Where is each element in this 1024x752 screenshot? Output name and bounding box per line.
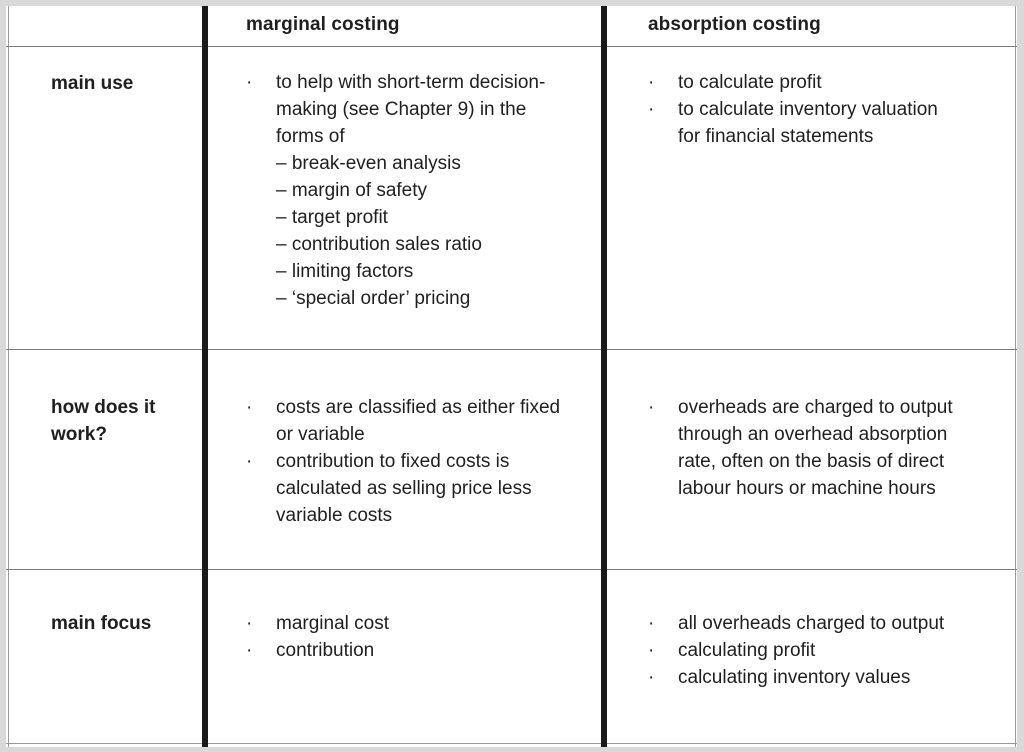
cell-main-use-marginal [246,69,546,312]
bullet-glyph: · [648,72,655,93]
header-row-divider [6,46,1017,47]
sub-list-item: – ‘special order’ pricing [276,288,471,309]
list-item [246,448,566,529]
sub-list-item: – contribution sales ratio [276,234,482,255]
list-item-text: contribution to fixed costs is calculated as selling price less variable costs [276,451,532,526]
list-item [246,637,546,664]
bullet-glyph: · [246,451,253,472]
row-divider-3 [6,743,1017,744]
sub-list-item: – target profit [276,207,388,228]
bullet-glyph: · [648,613,655,634]
bullet-glyph: · [648,397,655,418]
list-item-text: calculating inventory values [678,667,911,688]
list-item-text: marginal cost [276,613,389,634]
cell-main-use-absorption [648,69,948,150]
list-item-text: overheads are charged to output through an overhead absorption rate, often on the basis of direct labour hours or machine hours [678,397,953,499]
cell-how-it-works-absorption [648,394,978,502]
bullet-glyph: · [648,667,655,688]
bullet-glyph: · [246,397,253,418]
list-item-text: to help with short-term decision-making (see Chapter 9) in the forms of [276,72,546,147]
list-item [246,69,546,150]
list-item [648,664,978,691]
row-divider-1 [6,349,1017,350]
list-item-text: to calculate profit [678,72,822,93]
list-item [648,637,978,664]
table-inner-border-left [8,6,9,747]
row-label-main-use: main use [51,73,134,94]
column-header-marginal-costing: marginal costing [246,14,400,35]
bullet-glyph: · [246,72,253,93]
list-item [246,394,566,448]
cell-how-it-works-marginal [246,394,566,529]
cell-main-focus-marginal [246,610,546,664]
table-border-bottom [0,747,1024,752]
column-divider-marginal [202,6,208,747]
bullet-glyph: · [648,640,655,661]
table-border-right [1017,0,1024,752]
list-item-text: all overheads charged to output [678,613,945,634]
list-item [648,69,948,96]
list-item-text: costs are classified as either fixed or variable [276,397,561,445]
bullet-glyph: · [246,613,253,634]
sub-list-item: – limiting factors [276,261,414,282]
sub-list-item: – break-even analysis [276,153,461,174]
row-label-main-focus: main focus [51,613,152,634]
column-divider-absorption [601,6,607,747]
sub-list-item: – margin of safety [276,180,428,201]
table-border-left [0,0,6,752]
cell-main-focus-absorption [648,610,978,691]
bullet-glyph: · [246,640,253,661]
table-border-top [0,0,1024,6]
list-item [648,394,978,502]
row-label-how-does-it-work: how does it work? [51,397,156,445]
list-item [648,96,948,150]
list-item-text: to calculate inventory valuation for financial statements [678,99,938,147]
table-inner-border-right [1015,6,1016,747]
list-item [648,610,978,637]
list-item-text: contribution [276,640,375,661]
bullet-glyph: · [648,99,655,120]
column-header-absorption-costing: absorption costing [648,14,821,35]
list-item-text: calculating profit [678,640,816,661]
row-divider-2 [6,569,1017,570]
list-item [246,610,546,637]
